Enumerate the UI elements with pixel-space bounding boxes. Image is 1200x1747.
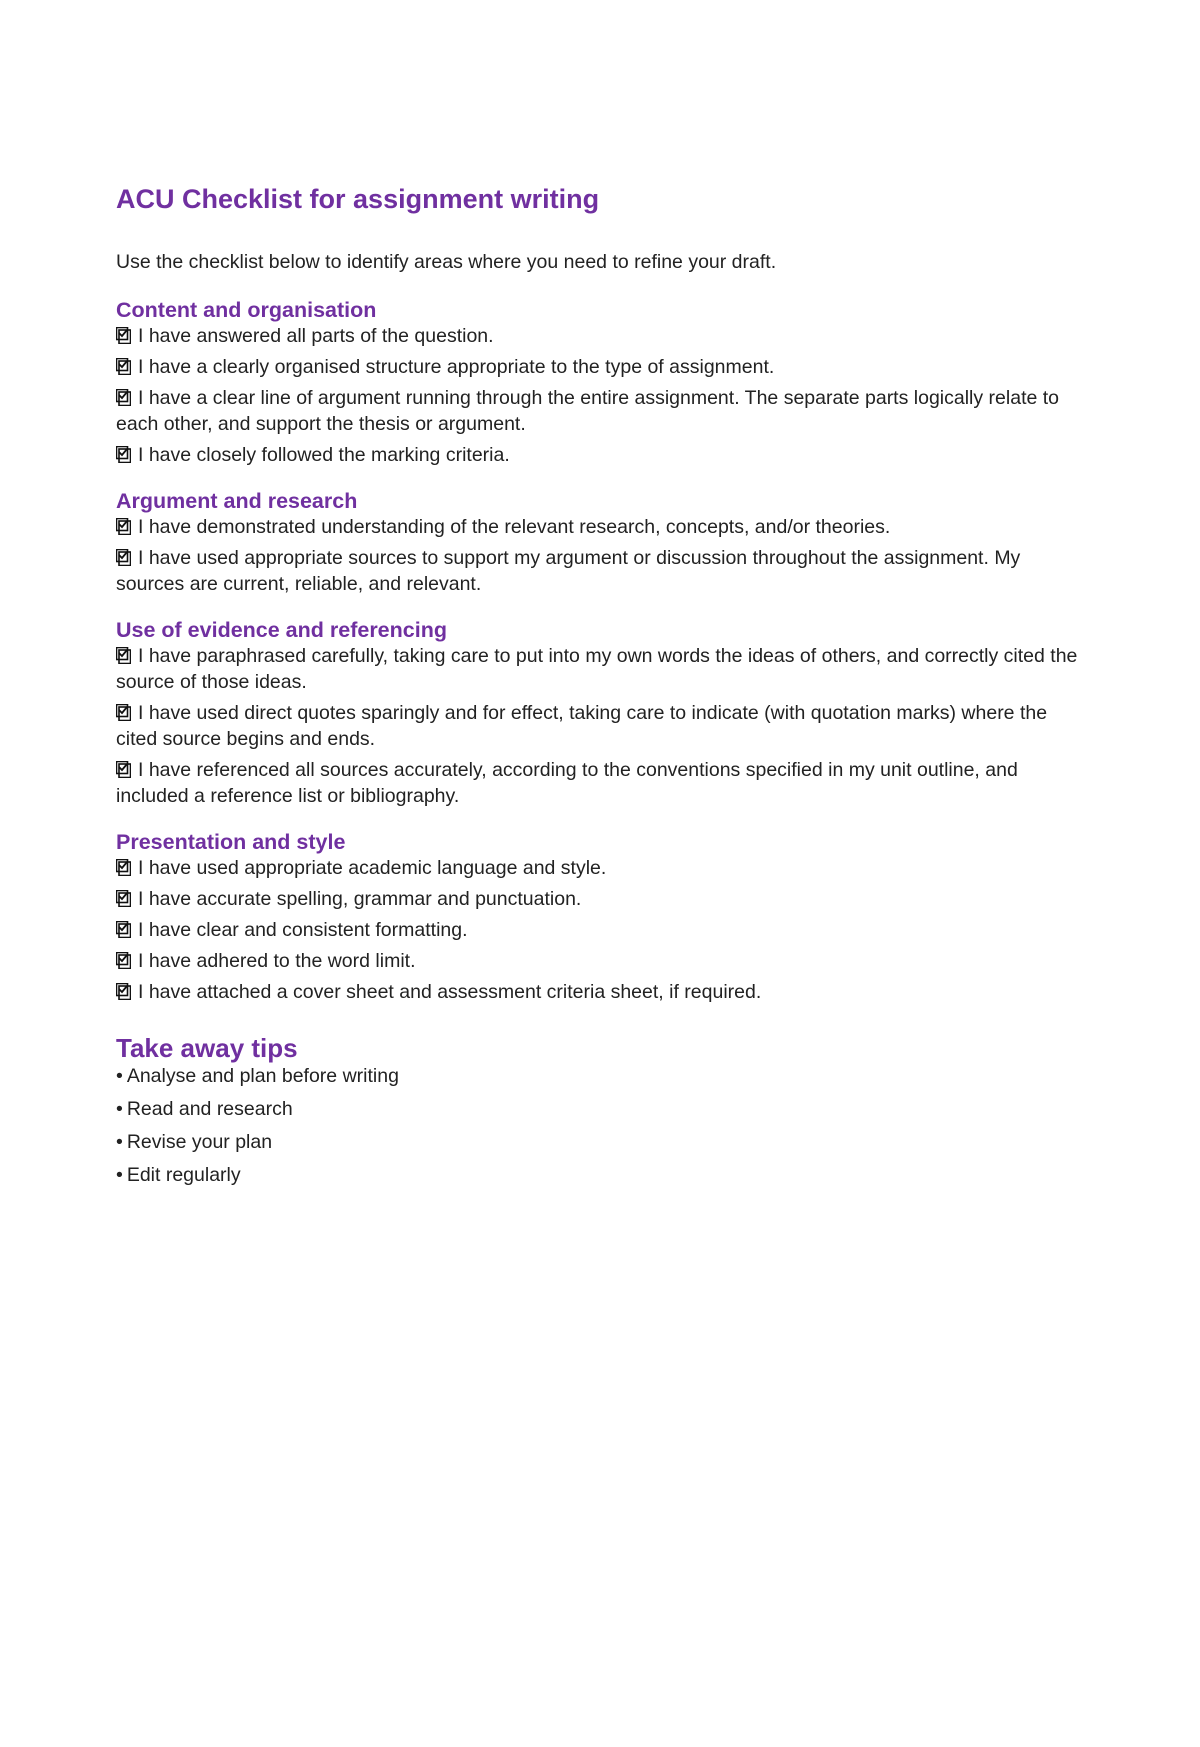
bullet-icon: • [116,1098,123,1120]
tips-list [116,1063,1086,1188]
checklist-item-text: I have answered all parts of the question. [138,325,494,347]
checkbox-icon [116,358,131,375]
checklist-item [116,886,1086,912]
bullet-icon: • [116,1131,123,1153]
checklist-item-text: I have demonstrated understanding of the relevant research, concepts, and/or theories. [138,516,891,538]
checklist-item-text: I have used appropriate academic language and style. [138,857,607,879]
checkbox-icon [116,859,131,876]
checklist-item [116,545,1086,597]
tip-text: Edit regularly [126,1164,241,1186]
checklist-item-text: I have attached a cover sheet and assessment criteria sheet, if required. [138,981,762,1003]
checklist-section [116,488,1086,597]
intro-text: Use the checklist below to identify areas where you need to refine your draft. [116,251,777,273]
bullet-icon: • [116,1164,123,1186]
checklist-item-text: I have adhered to the word limit. [138,950,416,972]
checkbox-icon [116,921,131,938]
section-heading: Content and organisation [116,298,377,322]
checklist-item [116,514,1086,540]
tip-item [116,1129,1086,1155]
checklist-items [116,855,1086,1005]
checklist-section [116,829,1086,1005]
checkbox-icon [116,389,131,406]
checkbox-icon [116,890,131,907]
checkbox-icon [116,983,131,1000]
checklist-item [116,354,1086,380]
section-heading: Use of evidence and referencing [116,618,447,642]
bullet-icon: • [116,1065,123,1087]
checklist-item [116,643,1086,695]
checkbox-icon [116,647,131,664]
tip-item [116,1162,1086,1188]
checklist-item [116,442,1086,468]
checkbox-icon [116,446,131,463]
section-heading: Presentation and style [116,830,346,854]
tips-heading: Take away tips [116,1033,298,1063]
checklist-item [116,855,1086,881]
checkbox-icon [116,518,131,535]
checklist-item-text: I have paraphrased carefully, taking care to put into my own words the ideas of others, and correctly cited the source of those ideas. [116,645,1078,693]
checklist-item-text: I have clear and consistent formatting. [138,919,468,941]
checklist-item [116,979,1086,1005]
checkbox-icon [116,761,131,778]
checklist-item-text: I have accurate spelling, grammar and punctuation. [138,888,582,910]
tip-text: Read and research [126,1098,293,1120]
checklist-sections [116,297,1086,1005]
checklist-item-text: I have used direct quotes sparingly and for effect, taking care to indicate (with quotation marks) where the cited source begins and ends. [116,702,1048,750]
checkbox-icon [116,549,131,566]
checkbox-icon [116,327,131,344]
tip-text: Revise your plan [126,1131,273,1153]
tips-section [116,1033,1086,1188]
tip-item [116,1063,1086,1089]
section-heading: Argument and research [116,489,358,513]
checklist-items [116,323,1086,468]
checklist-item [116,323,1086,349]
checklist-item [116,917,1086,943]
checklist-section [116,617,1086,809]
checklist-item-text: I have a clear line of argument running through the entire assignment. The separate parts logically relate to each other, and support the thesis or argument. [116,387,1060,435]
checklist-item [116,948,1086,974]
checklist-items [116,643,1086,809]
checklist-items [116,514,1086,597]
tip-item [116,1096,1086,1122]
checklist-item [116,385,1086,437]
checklist-section [116,297,1086,468]
checkbox-icon [116,952,131,969]
checklist-item-text: I have closely followed the marking criteria. [138,444,510,466]
checklist-item-text: I have used appropriate sources to support my argument or discussion throughout the assignment. My sources are current, reliable, and relevant. [116,547,1021,595]
checklist-item [116,700,1086,752]
checklist-item-text: I have referenced all sources accurately, according to the conventions specified in my unit outline, and included a reference list or bibliography. [116,759,1018,807]
checkbox-icon [116,704,131,721]
checklist-item [116,757,1086,809]
document-page [116,182,1086,1195]
tip-text: Analyse and plan before writing [126,1065,399,1087]
checklist-item-text: I have a clearly organised structure appropriate to the type of assignment. [138,356,775,378]
document-title: ACU Checklist for assignment writing [116,184,600,214]
